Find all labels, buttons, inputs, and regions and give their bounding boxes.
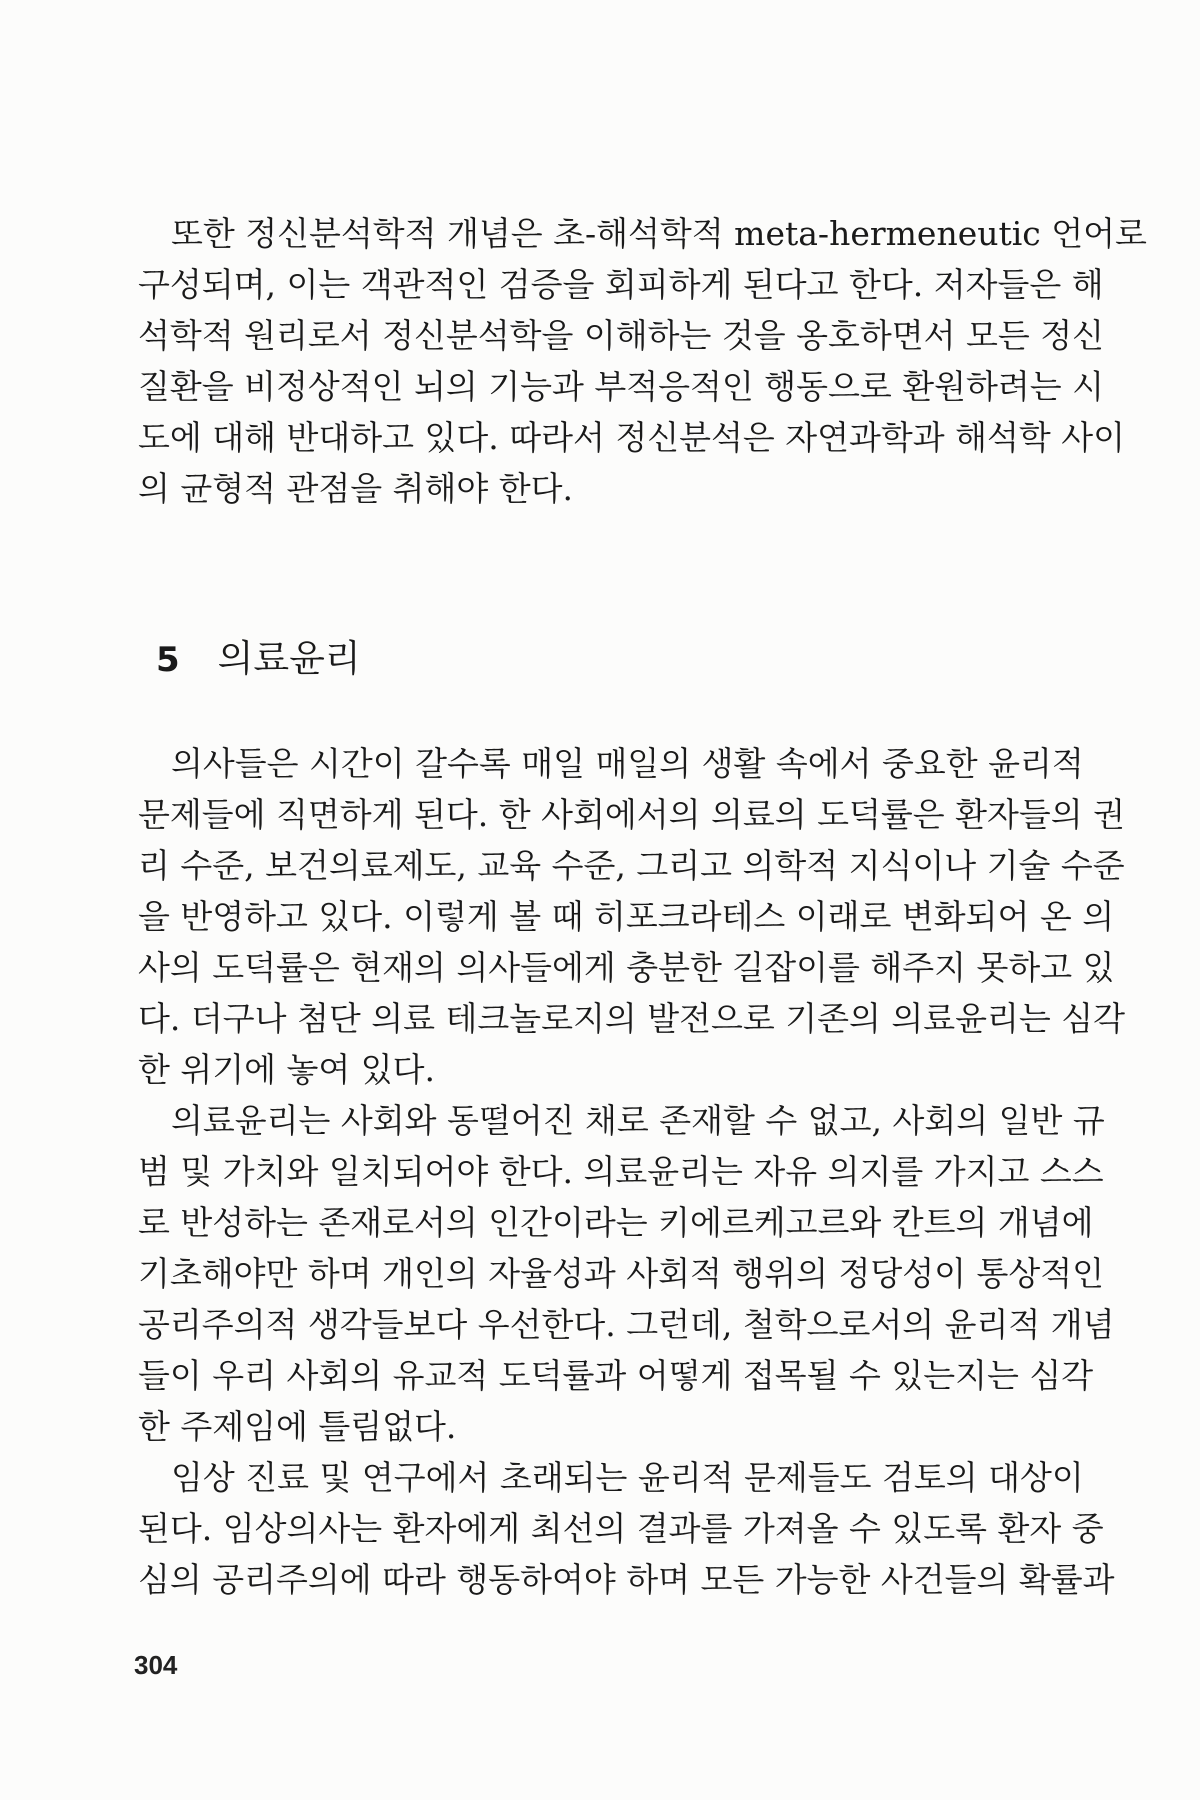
text-line: 의료윤리는 사회와 동떨어진 채로 존재할 수 없고, 사회의 일반 규 [171, 1101, 1105, 1140]
text-line: 들이 우리 사회의 유교적 도덕률과 어떻게 접목될 수 있는지는 심각 [138, 1356, 1094, 1395]
text-line: 의 균형적 관점을 취해야 한다. [138, 469, 573, 508]
text-line: 문제들에 직면하게 된다. 한 사회에서의 의료의 도덕률은 환자들의 권 [138, 795, 1125, 834]
text-line: 리 수준, 보건의료제도, 교육 수준, 그리고 의학적 지식이나 기술 수준 [138, 846, 1125, 885]
page-body [138, 208, 1147, 1605]
text-line: 범 및 가치와 일치되어야 한다. 의료윤리는 자유 의지를 가지고 스스 [138, 1152, 1104, 1191]
text-line: 다. 더구나 첨단 의료 테크놀로지의 발전으로 기존의 의료윤리는 심각 [138, 999, 1125, 1038]
text-line: 된다. 임상의사는 환자에게 최선의 결과를 가져올 수 있도록 환자 중 [138, 1509, 1104, 1548]
page-number: 304 [134, 1650, 178, 1680]
text-line: 의사들은 시간이 갈수록 매일 매일의 생활 속에서 중요한 윤리적 [171, 744, 1084, 783]
paragraph-2 [138, 738, 1125, 1095]
text-line: 석학적 원리로서 정신분석학을 이해하는 것을 옹호하면서 모든 정신 [138, 316, 1105, 355]
paragraph-4 [138, 1452, 1115, 1605]
section-heading [138, 628, 1032, 698]
text-line: 질환을 비정상적인 뇌의 기능과 부적응적인 행동으로 환원하려는 시 [138, 367, 1105, 406]
text-line: 기초해야만 하며 개인의 자율성과 사회적 행위의 정당성이 통상적인 [138, 1254, 1105, 1293]
text-line: 한 주제임에 틀림없다. [138, 1407, 457, 1446]
text-line: 구성되며, 이는 객관적인 검증을 회피하게 된다고 한다. 저자들은 해 [138, 265, 1104, 304]
text-line: 한 위기에 놓여 있다. [138, 1050, 435, 1089]
section-number: 5 [156, 640, 180, 680]
section-title: 의료윤리 [217, 637, 361, 680]
paragraph-3 [138, 1095, 1115, 1452]
paragraph-1 [138, 208, 1147, 514]
text-line: 도에 대해 반대하고 있다. 따라서 정신분석은 자연과학과 해석학 사이 [138, 418, 1125, 457]
text-line: 심의 공리주의에 따라 행동하여야 하며 모든 가능한 사건들의 확률과 [138, 1560, 1115, 1599]
text-line: 사의 도덕률은 현재의 의사들에게 충분한 길잡이를 해주지 못하고 있 [138, 948, 1115, 987]
text-line: 을 반영하고 있다. 이렇게 볼 때 히포크라테스 이래로 변화되어 온 의 [138, 897, 1115, 936]
text-line: 임상 진료 및 연구에서 초래되는 윤리적 문제들도 검토의 대상이 [171, 1458, 1084, 1497]
text-line: 공리주의적 생각들보다 우선한다. 그런데, 철학으로서의 윤리적 개념 [138, 1305, 1115, 1344]
text-line: 로 반성하는 존재로서의 인간이라는 키에르케고르와 칸트의 개념에 [138, 1203, 1094, 1242]
text-line: 또한 정신분석학적 개념은 초-해석학적 meta-hermeneutic 언어로 [171, 214, 1147, 253]
section-spacer [138, 514, 1032, 628]
